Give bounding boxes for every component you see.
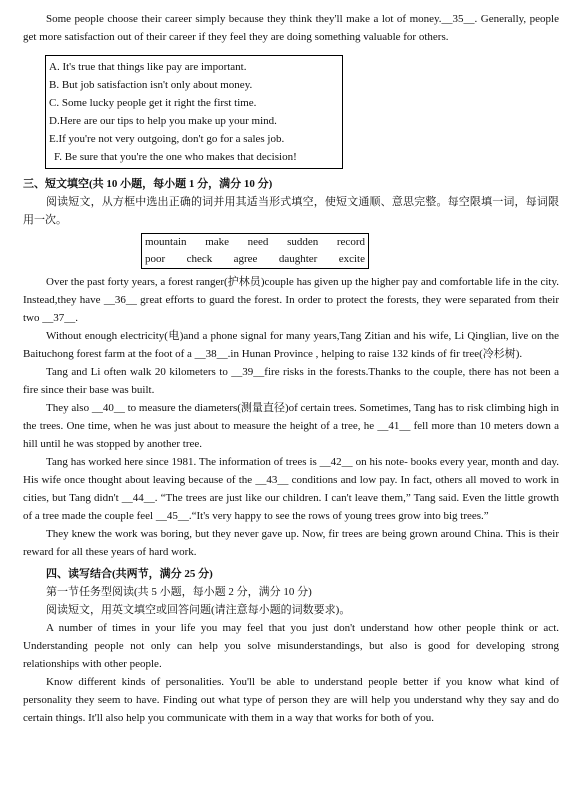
option-e: E.If you're not very outgoing, don't go for a sales job. (49, 133, 285, 145)
option-f: F. Be sure that you're the one who makes that decision! (54, 151, 297, 163)
passage-paragraph: Tang and Li often walk 20 kilometers to __39__fire risks in the forests.Thanks to the couple, there has not been a fire since their base was built. (23, 366, 559, 396)
options-box (45, 55, 343, 169)
option-a: A. It's true that things like pay are important. (49, 61, 247, 73)
section4-instruction: 阅读短文，用英文填空或回答问题(请注意每小题的词数要求)。 (46, 604, 351, 616)
option-c: C. Some lucky people get it right the first time. (49, 97, 257, 109)
word-bank-row-2 (142, 251, 368, 268)
option-d: D.Here are our tips to help you make up your mind. (49, 115, 277, 127)
passage-paragraph: Over the past forty years, a forest ranger(护林员)couple has given up the higher pay and comfortable life in the city. Instead,they have __36__ great efforts to guard the forest. In order to protect the forests, they were separated from their two __37__. (23, 276, 559, 324)
passage-paragraph: They also __40__ to measure the diameters(测量直径)of certain trees. Sometimes, Tang has to risk climbing high in the trees. One time, when he was just about to measure the height of a tree, he __41__ fell more than 10 meters down a hill until he was stopped by another tree. (23, 402, 559, 450)
option-b: B. But job satisfaction isn't only about money. (49, 79, 253, 91)
document-page (23, 10, 559, 727)
passage-paragraph: Without enough electricity(电)and a phone signal for many years,Tang Zitian and his wife, Li Qinglian, live on the Baituchong forest farm at the foot of a __38__.in Hunan Province , helping to raise 132 kinds of fir tree(冷杉树). (23, 330, 559, 360)
section3-instruction: 阅读短文，从方框中选出正确的词并用其适当形式填空，使短文通顺、意思完整。每空限填一词，每词限用一次。 (23, 196, 559, 226)
word-bank-word: excite (338, 253, 365, 265)
word-bank-box (141, 233, 369, 269)
word-bank-word: agree (233, 253, 258, 265)
word-bank-word: poor (145, 253, 166, 265)
reading-paragraph: Know different kinds of personalities. You'll be able to understand people better if you know what kind of personality they seem to have. Finding out what type of person they are will help you understand why they say and do certain things. It'll also help you communicate with them in a way that works for both of you. (23, 676, 559, 724)
word-bank-word: record (336, 236, 365, 248)
word-bank-word: daughter (278, 253, 318, 265)
word-bank-word: make (205, 236, 230, 248)
word-bank-row-1 (142, 234, 368, 251)
section3-title: 三、短文填空(共 10 小题，每小题 1 分，满分 10 分) (23, 178, 273, 190)
passage-paragraph: Tang has worked here since 1981. The information of trees is __42__ on his note- books every year, month and day. His wife once thought about leaving because of the __43__ conditions and low pay. In fact, others all moved to work in cities, but Tang didn't __44__. “The trees are just like our children. I can't leave them,” Tang said. Even the little growth of a tree made the couple feel __45__.“It's very happy to see the rows of young trees grow into big trees.” (23, 456, 559, 522)
intro-paragraph: Some people choose their career simply because they think they'll make a lot of money.__35__. Generally, people get more satisfaction out of their career if they feel they are doing something valuable for others. (23, 13, 559, 43)
word-bank-word: check (186, 253, 213, 265)
word-bank-word: sudden (287, 236, 319, 248)
section4-subtitle: 第一节任务型阅读(共 5 小题，每小题 2 分，满分 10 分) (46, 586, 312, 598)
word-bank-word: mountain (145, 236, 187, 248)
passage-paragraph: They knew the work was boring, but they never gave up. Now, fir trees are being grown around China. This is their reward for all these years of hard work. (23, 528, 559, 558)
reading-paragraph: A number of times in your life you may feel that you just don't understand how other people think or act. Understanding people not only can help you solve misunderstandings, but also is good for developing strong relationships with other people. (23, 622, 559, 670)
word-bank-word: need (247, 236, 269, 248)
section4-title: 四、读写结合(共两节，满分 25 分) (46, 568, 213, 580)
